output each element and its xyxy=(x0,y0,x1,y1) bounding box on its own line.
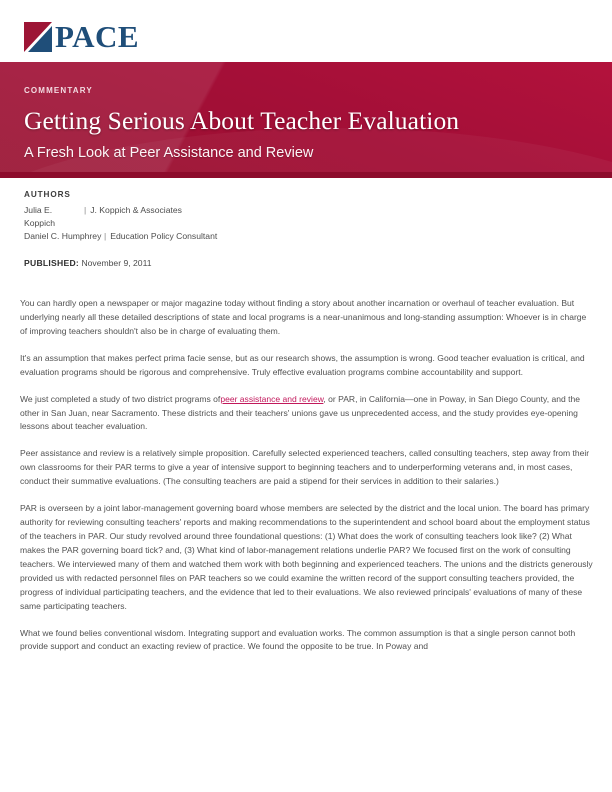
page-title: Getting Serious About Teacher Evaluation xyxy=(24,106,460,135)
author-entry xyxy=(24,230,588,243)
logo-mark-navy-triangle xyxy=(28,26,52,52)
paragraph: What we found belies conventional wisdom. Integrating support and evaluation works. The common assumption is that a single person cannot both provide support and conduct an exacting review of practice. We found the opposite to be true. In Poway and xyxy=(20,627,576,652)
paragraph: You can hardly open a newspaper or major magazine today without finding a story about another incarnation or overhaul of teacher evaluation. But underlying nearly all these detailed descriptions of state and local programs is a near-unanimous and long-standing assumption: Whoever is in charge of improving teachers shouldn't also be in charge of evaluating them. xyxy=(20,298,587,336)
published-label: PUBLISHED: xyxy=(24,258,80,269)
published-date: November 9, 2011 xyxy=(81,258,152,269)
paragraph: PAR is overseen by a joint labor-management governing board whose members are selected by the district and the local union. The board has primary authority for reviewing consulting teachers' reports and making recommendations to the superintendent and school board about the employment status of the teachers in PAR. Our study revolved around three foundational questions: (1) What does the work of consulting teachers look like? (2) What makes the PAR governing board tick? and, (3) What kind of labor-management relations underlie PAR? We focused first on the work of consulting teachers. We interviewed many of them and watched them work with both beginning and experienced teachers. The unions and the districts generously provided us with redacted personnel files on PAR teachers so we could examine the written record of the support consulting teachers provided, the progress of individual participating teachers, and the evidence that led to their evaluations. We also reviewed principals' evaluations of many of these same participating teachers. xyxy=(20,503,593,611)
article-meta xyxy=(24,190,588,269)
paragraph: It's an assumption that makes perfect prima facie sense, but as our research shows, the assumption is wrong. Good teacher evaluation is critical, and evaluation programs should be rigorous and comprehensive. Truly effective evaluation programs combine accountability and support. xyxy=(20,352,585,377)
paragraph-text-before-link: We just completed a study of two district programs of xyxy=(20,393,221,404)
banner-content xyxy=(24,62,588,162)
pace-logo-mark-icon xyxy=(24,22,52,52)
published-line xyxy=(24,257,588,269)
banner-bottom-edge xyxy=(0,172,612,178)
pace-logo[interactable] xyxy=(24,18,140,54)
author-name: Julia E. Koppich xyxy=(24,205,56,229)
authors-list xyxy=(24,204,588,243)
author-affiliation: Education Policy Consultant xyxy=(110,231,218,242)
authors-label: AUTHORS xyxy=(24,190,71,199)
author-separator: | xyxy=(84,205,87,215)
paragraph xyxy=(20,393,594,435)
pace-wordmark: PACE xyxy=(55,18,140,54)
author-separator: | xyxy=(104,231,107,242)
peer-assistance-and-review-link[interactable]: peer assistance and review xyxy=(220,393,324,404)
content-type-eyebrow: COMMENTARY xyxy=(24,86,93,95)
author-affiliation: J. Koppich & Associates xyxy=(90,205,182,215)
logo-bar xyxy=(0,0,612,62)
article-body xyxy=(20,297,594,654)
title-banner xyxy=(0,62,612,178)
author-entry xyxy=(24,204,588,230)
author-name: Daniel C. Humphrey xyxy=(24,231,102,242)
paragraph: Peer assistance and review is a relatively simple proposition. Carefully selected experienced teachers, called consulting teachers, step away from their own classrooms for their PAR terms to give a year of intensive support to beginning teachers and to underperforming veterans and, in most cases, conduct their summative evaluations. (The consulting teachers are paid a stipend for their services in addition to their salaries.) xyxy=(20,448,590,487)
paragraph-text-after-link: , or PAR, in California—one in Poway, in San Diego County, and the other in San Juan, near Sacramento. These districts and their teachers' unions gave us unprecedented access, and the study provides eye-opening lessons about teacher evaluation. xyxy=(20,393,580,432)
page-subtitle: A Fresh Look at Peer Assistance and Review xyxy=(24,144,314,161)
